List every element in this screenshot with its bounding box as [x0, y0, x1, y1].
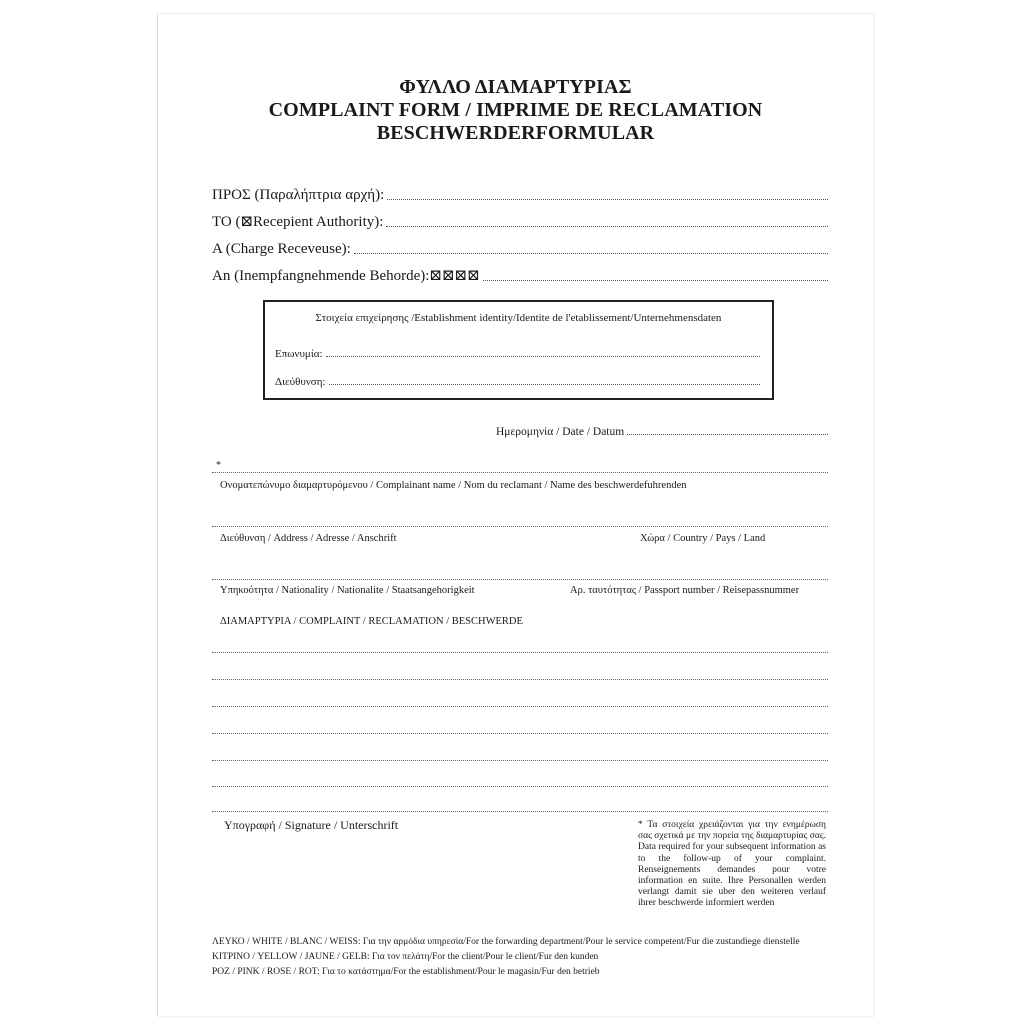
- date-label: Ημερομηνία / Date / Datum: [496, 426, 625, 438]
- establishment-box: [263, 300, 774, 400]
- complaint-line-5[interactable]: [212, 760, 828, 761]
- establishment-title: Στοιχεία επιχείρησης /Establishment identity/Identite de l'etablissement/Unternehmensdaten: [315, 312, 722, 324]
- title-complaint-form: COMPLAINT FORM / IMPRIME DE RECLAMATION: [268, 99, 763, 121]
- establishment-address-row: [275, 372, 760, 388]
- recipient-row-english: [212, 209, 828, 231]
- country-label: Χώρα / Country / Pays / Land: [640, 533, 766, 544]
- complaint-line-4[interactable]: [212, 733, 828, 734]
- complaint-line-7[interactable]: [212, 811, 828, 812]
- date-row: [496, 422, 828, 438]
- establishment-name-label: Επωνυμία:: [275, 348, 323, 360]
- copy-pink-line: ΡΟΖ / PINK / ROSE / ROT: Για το κατάστημα/For the establishment/Pour le magasin/Fur den betrieb: [212, 967, 600, 977]
- establishment-address-label: Διεύθυνση:: [275, 376, 326, 388]
- recipient-field-french[interactable]: [354, 252, 828, 254]
- recipient-row-german: [212, 263, 828, 285]
- complaint-label: ΔΙΑΜΑΡΤΥΡΙΑ / COMPLAINT / RECLAMATION / BESCHWERDE: [220, 616, 523, 627]
- copy-yellow-line: ΚΙΤΡΙΝΟ / YELLOW / JAUNE / GELB: Για τον πελάτη/For the client/Pour le client/Fur den kunden: [212, 952, 599, 962]
- passport-label: Αρ. ταυτότητας / Passport number / Reisepassnummer: [570, 585, 800, 596]
- recipient-field-greek[interactable]: [387, 198, 828, 200]
- title-german: BESCHWERDERFORMULAR: [376, 122, 655, 144]
- recipient-row-greek: [212, 182, 828, 204]
- address-field[interactable]: [212, 526, 828, 527]
- nationality-label: Υπηκοότητα / Nationality / Nationalite / Staatsangehorigkeit: [220, 585, 475, 596]
- complaint-line-3[interactable]: [212, 706, 828, 707]
- recipient-label-french: A (Charge Receveuse):: [212, 241, 351, 257]
- establishment-name-row: [275, 344, 760, 360]
- recipient-label-greek: ΠΡΟΣ (Παραλήπτρια αρχή):: [212, 187, 385, 203]
- complaint-form-sheet: [157, 13, 873, 1016]
- recipient-field-english[interactable]: [386, 225, 828, 227]
- establishment-address-field[interactable]: [329, 383, 760, 385]
- address-label: Διεύθυνση / Address / Adresse / Anschrift: [220, 533, 397, 544]
- privacy-note: * Τα στοιχεία χρειάζονται για την ενημέρωση σας σχετικά με την πορεία της διαμαρτυρίας σας. Data required for your subsequent information as to the follow-up of your complaint. Renseignements demandes pour votre information en suite. Ihre Personallen werden verlangt damit sie uber den weiteren verlauf ihrer beschwerde informiert werden: [638, 820, 827, 909]
- recipient-field-german[interactable]: [483, 279, 828, 281]
- date-field[interactable]: [627, 433, 828, 435]
- recipient-row-french: [212, 236, 828, 258]
- complaint-line-6[interactable]: [212, 786, 828, 787]
- copy-white-line: ΛΕΥΚΟ / WHITE / BLANC / WEISS: Για την αρμόδια υπηρεσία/For the forwarding department/Pour le service competent/Fur die zustandiege dienstelle: [212, 937, 800, 947]
- nationality-field[interactable]: [212, 579, 828, 580]
- asterisk-mark: *: [216, 460, 221, 471]
- recipient-label-english: TO (⊠Recepient Authority):: [212, 214, 384, 230]
- complainant-name-field[interactable]: [212, 472, 828, 473]
- title-greek: ΦΥΛΛΟ ΔΙΑΜΑΡΤΥΡΙΑΣ: [399, 76, 632, 98]
- signature-label: Υπογραφή / Signature / Unterschrift: [224, 818, 399, 832]
- complaint-line-1[interactable]: [212, 652, 828, 653]
- complainant-name-label: Ονοματεπώνυμο διαμαρτυρόμενου / Complainant name / Nom du reclamant / Name des beschwerdefuhrenden: [220, 480, 687, 491]
- recipient-label-german: An (Inempfangnehmende Behorde):⊠⊠⊠⊠: [212, 268, 480, 284]
- establishment-name-field[interactable]: [326, 355, 760, 357]
- complaint-line-2[interactable]: [212, 679, 828, 680]
